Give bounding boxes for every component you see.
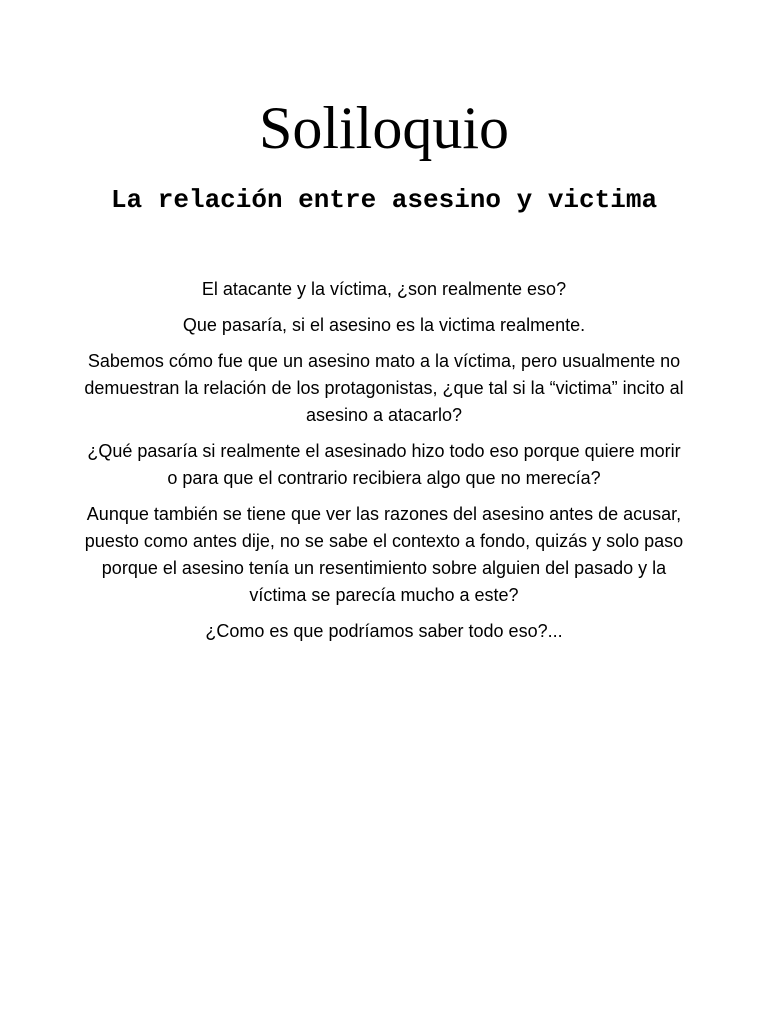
paragraph: Aunque también se tiene que ver las razones del asesino antes de acusar, puesto como antes dije, no se sabe el contexto a fondo, quizás y solo paso porque el asesino tenía un resentimiento sobre alguien del pasado y la víctima se parecía mucho a este?: [84, 504, 684, 605]
document-subtitle: La relación entre asesino y victima: [110, 185, 658, 215]
paragraph: El atacante y la víctima, ¿son realmente eso?: [201, 279, 567, 299]
paragraph: ¿Como es que podríamos saber todo eso?...: [205, 621, 563, 641]
document-body: [80, 276, 688, 654]
paragraph: Sabemos cómo fue que un asesino mato a la víctima, pero usualmente no demuestran la relación de los protagonistas, ¿que tal si la “victima” incito al asesino a atacarlo?: [84, 351, 684, 425]
paragraph: ¿Qué pasaría si realmente el asesinado hizo todo eso porque quiere morir o para que el contrario recibiera algo que no merecía?: [87, 441, 681, 488]
paragraph: Que pasaría, si el asesino es la victima realmente.: [182, 315, 586, 335]
document-title: Soliloquio: [258, 95, 510, 161]
